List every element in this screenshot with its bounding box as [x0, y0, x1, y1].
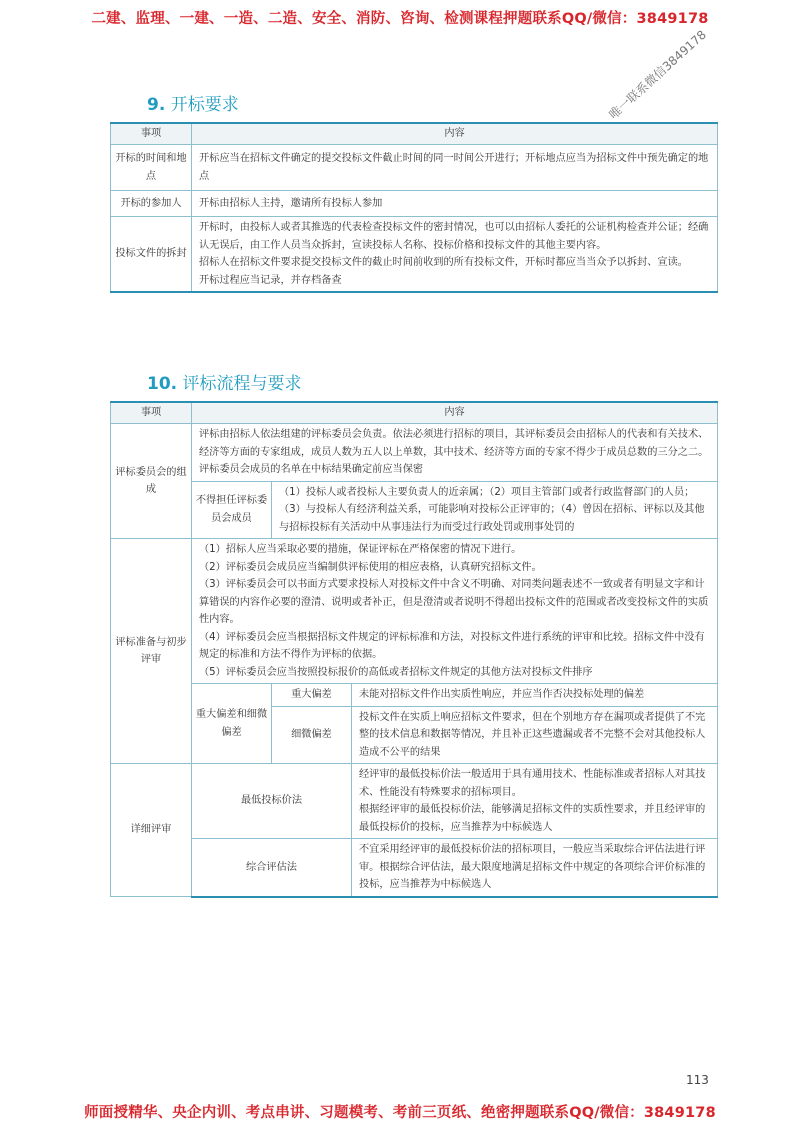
table-row [111, 839, 718, 897]
opening-requirements-table [110, 122, 718, 293]
paragraph: 招标人在招标文件要求提交投标文件的截止时间前收到的所有投标文件，开标时都应当当众予以拆封、宣读。 [199, 257, 688, 268]
table-header-row [111, 402, 718, 424]
row-label: 开标的时间和地点 [111, 145, 192, 191]
section-9-title [147, 90, 239, 115]
list-item: （1）招标人应当采取必要的措施，保证评标在严格保密的情况下进行。 [199, 544, 522, 555]
section-10-heading: 评标流程与要求 [182, 374, 302, 394]
watermark-text: 唯一联系微信3849178 [606, 27, 709, 122]
section-9-number: 9. [147, 95, 166, 115]
table-row [111, 424, 718, 482]
sub-sub-row-label: 细微偏差 [272, 706, 352, 764]
row-label: 开标的参加人 [111, 191, 192, 217]
row-label: 评标准备与初步评审 [111, 539, 192, 764]
paragraph: 开标时，由投标人或者其推选的代表检查投标文件的密封情况，也可以由招标人委托的公证机构检查并公证；经确认无误后，由工作人员当众拆封，宣读投标人名称、投标价格和投标文件的其他主要内容。 [199, 222, 709, 251]
table-header-row [111, 123, 718, 145]
section-10-number: 10. [147, 374, 178, 394]
top-banner: 二建、监理、一建、一造、二造、安全、消防、咨询、检测课程押题联系QQ/微信：3849178 [91, 11, 709, 27]
sub-row-label: 最低投标价法 [192, 764, 352, 839]
column-header-content: 内容 [192, 402, 718, 424]
table-row [111, 539, 718, 684]
table-row [111, 764, 718, 839]
list-item: （5）评标委员会应当按照投标报价的高低或者招标文件规定的其他方法对投标文件排序 [199, 666, 593, 678]
table-row [111, 684, 718, 707]
sub-row-content: 不宜采用经评审的最低投标价法的招标项目，一般应当采取综合评估法进行评审。根据综合评估法，最大限度地满足招标文件中规定的各项综合评价标准的投标，应当推荐为中标候选人 [352, 839, 718, 897]
row-content [192, 217, 718, 293]
column-header-item: 事项 [111, 123, 192, 145]
section-10-title [147, 369, 302, 394]
table-row [111, 145, 718, 191]
row-content [192, 539, 718, 684]
row-label: 投标文件的拆封 [111, 217, 192, 293]
bottom-banner: 师面授精华、央企内训、考点串讲、习题模考、考前三页纸、绝密押题联系QQ/微信：3849178 [84, 1105, 716, 1121]
sub-row-content [352, 764, 718, 839]
paragraph: 评标由招标人依法组建的评标委员会负责。依法必须进行招标的项目，其评标委员会由招标人的代表和有关技术、经济等方面的专家组成，成员人数为五人以上单数，其中技术、经济等方面的专家不得少于成员总数的三分之二。 [199, 429, 709, 458]
row-content: 开标应当在招标文件确定的提交投标文件截止时间的同一时间公开进行；开标地点应当为招标文件中预先确定的地点 [192, 145, 718, 191]
list-item: （4）评标委员会应当根据招标文件规定的评标标准和方法，对投标文件进行系统的评审和比较。招标文件中没有规定的标准和方法不得作为评标的依据。 [199, 631, 705, 660]
table-row [111, 481, 718, 539]
row-label: 详细评审 [111, 764, 192, 897]
row-label: 评标委员会的组成 [111, 424, 192, 539]
section-9-heading: 开标要求 [170, 95, 239, 115]
sub-row-label: 不得担任评标委员会成员 [192, 481, 272, 539]
list-item: （2）评标委员会成员应当编制供评标使用的相应表格，认真研究招标文件。 [199, 561, 542, 573]
sub-sub-row-label: 重大偏差 [272, 684, 352, 707]
paragraph: 评标委员会成员的名单在中标结果确定前应当保密 [199, 464, 424, 475]
row-content [192, 424, 718, 482]
paragraph: 根据经评审的最低投标价法，能够满足招标文件的实质性要求，并且经评审的最低投标价的投标，应当推荐为中标候选人 [359, 804, 706, 833]
sub-sub-row-content: 未能对招标文件作出实质性响应，并应当作否决投标处理的偏差 [352, 684, 718, 707]
sub-row-label: 综合评估法 [192, 839, 352, 897]
paragraph: 经评审的最低投标价法一般适用于具有通用技术、性能标准或者招标人对其技术、性能没有特殊要求的招标项目。 [359, 769, 706, 798]
column-header-item: 事项 [111, 402, 192, 424]
page-number: 113 [686, 1073, 709, 1087]
table-row [111, 191, 718, 217]
sub-row-content: （1）投标人或者投标人主要负责人的近亲属；（2）项目主管部门或者行政监督部门的人员；（3）与投标人有经济利益关系，可能影响对投标公正评审的；（4）曾因在招标、评标以及其他与招标投标有关活动中从事违法行为而受过行政处罚或刑事处罚的 [272, 481, 718, 539]
paragraph: 开标过程应当记录，并存档备查 [199, 274, 342, 286]
column-header-content: 内容 [192, 123, 718, 145]
sub-row-label: 重大偏差和细微偏差 [192, 684, 272, 764]
evaluation-process-table [110, 401, 718, 898]
sub-sub-row-content: 投标文件在实质上响应招标文件要求，但在个别地方存在漏项或者提供了不完整的技术信息和数据等情况，并且补正这些遗漏或者不完整不会对其他投标人造成不公平的结果 [352, 706, 718, 764]
table-row [111, 217, 718, 293]
row-content: 开标由招标人主持，邀请所有投标人参加 [192, 191, 718, 217]
list-item: （3）评标委员会可以书面方式要求投标人对投标文件中含义不明确、对同类问题表述不一致或者有明显文字和计算错误的内容作必要的澄清、说明或者补正，但是澄清或者说明不得超出投标文件的范围或者改变投标文件的实质性内容。 [199, 579, 709, 625]
